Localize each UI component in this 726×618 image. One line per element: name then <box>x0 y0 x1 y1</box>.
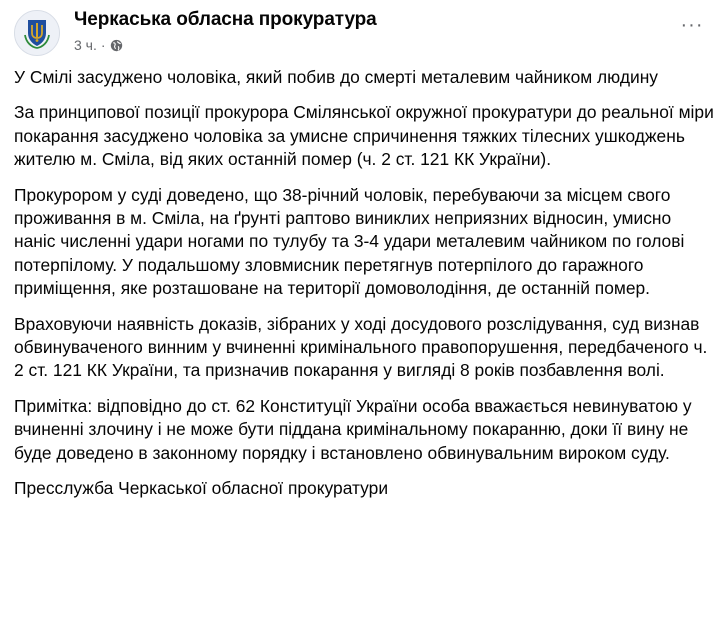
page-avatar[interactable] <box>14 10 60 56</box>
globe-icon[interactable] <box>110 39 123 52</box>
post-meta <box>74 37 123 53</box>
more-options-icon: ··· <box>680 14 704 36</box>
prosecutor-emblem-icon <box>15 11 59 55</box>
meta-separator: · <box>100 37 106 53</box>
post-signature: Пресслужба Черкаської обласної прокуратури <box>14 478 389 499</box>
post-paragraph: За принципової позиції прокурора Смілянської окружної прокуратури до реальної міри покарання засуджено чоловіка за умисне спричинення тяжких тілесних ушкоджень жителю м. Сміла, від яких останній помер (ч. 2 ст. 121 КК України). <box>14 102 714 170</box>
post-paragraph: Враховуючи наявність доказів, зібраних у ході досудового розслідування, суд визнав обвинуваченого винним у вчиненні кримінального правопорушення, передбаченого ч. 2 ст. 121 КК України, та призначив покарання у вигляді 8 років позбавлення волі. <box>14 313 708 381</box>
post-text <box>14 66 714 513</box>
post-headline: У Смілі засуджено чоловіка, який побив до смерті металевим чайником людину <box>14 67 659 87</box>
post-note: Примітка: відповідно до ст. 62 Конституції України особа вважається невинуватою у вчиненні злочину і не може бути піддана кримінальному покаранню, доки її вину не буде доведено в законному порядку і встановлено обвинувальним вироком суду. <box>14 395 692 463</box>
post-header <box>14 8 714 58</box>
post-paragraph: Прокурором у суді доведено, що 38-річний чоловік, перебуваючи за місцем свого проживання в м. Сміла, на ґрунті раптово виниклих неприязних відносин, умисно наніс численні удари ногами по тулубу та 3-4 удари металевим чайником по голові потерпілому. У подальшому зловмисник перетягнув потерпілого до гаражного приміщення, яке розташоване на території домоволодіння, де останній помер. <box>14 184 685 299</box>
page-name[interactable]: Черкаська обласна прокуратура <box>74 9 377 30</box>
post-time[interactable]: 3 ч. <box>74 37 97 53</box>
more-options-button[interactable] <box>674 12 710 48</box>
